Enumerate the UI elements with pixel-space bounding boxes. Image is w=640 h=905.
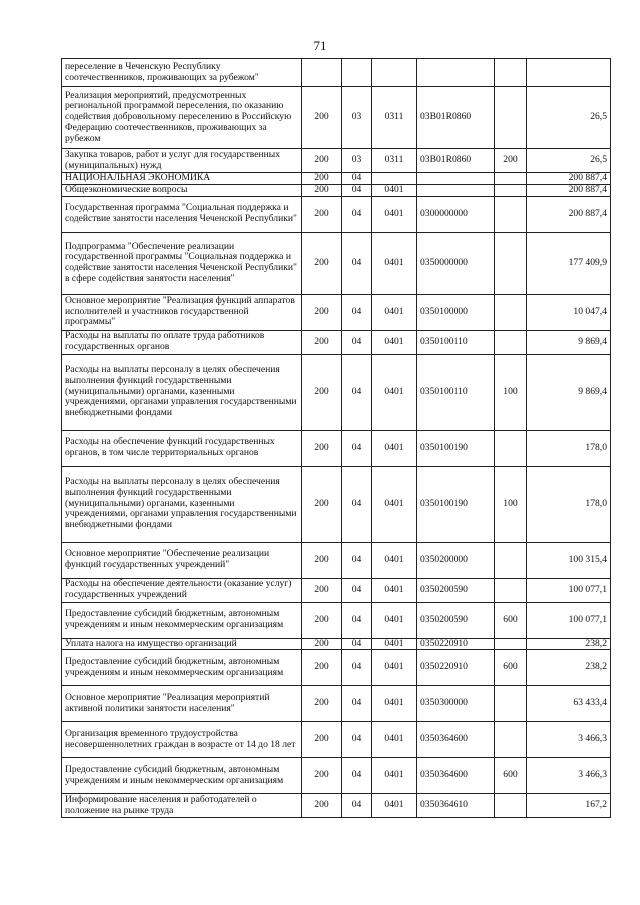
cell-amount: 100 315,4 [527,542,611,578]
cell-amount: 178,0 [527,466,611,542]
cell-expense-type [495,87,527,149]
cell-subsection: 04 [342,354,372,430]
cell-name: Предоставление субсидий бюджетным, автономным учреждениям и иным некоммерческим организациям [62,650,302,686]
cell-paragraph: 0401 [372,542,417,578]
table-row [62,149,611,173]
cell-name: Основное мероприятие "Реализация функций аппаратов исполнителей и участников государственной программы" [62,294,302,330]
cell-subsection: 04 [342,722,372,758]
table-row [62,354,611,430]
cell-target-code: 0300000000 [417,196,495,232]
table-row [62,173,611,185]
cell-paragraph: 0401 [372,430,417,466]
cell-section: 200 [302,87,342,149]
cell-amount: 178,0 [527,430,611,466]
cell-amount: 10 047,4 [527,294,611,330]
table-row [62,578,611,602]
cell-name: НАЦИОНАЛЬНАЯ ЭКОНОМИКА [62,173,302,185]
cell-amount: 200 887,4 [527,173,611,185]
budget-table-body [62,59,611,818]
table-row [62,650,611,686]
cell-expense-type: 100 [495,354,527,430]
cell-target-code: 0350100190 [417,466,495,542]
table-row [62,59,611,87]
cell-name: Государственная программа "Социальная поддержка и содействие занятости населения Чеченской Республики" [62,196,302,232]
cell-paragraph [372,173,417,185]
cell-paragraph: 0401 [372,184,417,196]
cell-subsection: 04 [342,196,372,232]
cell-subsection: 04 [342,330,372,354]
cell-section [302,59,342,87]
cell-paragraph: 0401 [372,758,417,794]
cell-expense-type: 600 [495,602,527,638]
cell-name: Основное мероприятие "Реализация мероприятий активной политики занятости населения" [62,686,302,722]
cell-expense-type [495,542,527,578]
cell-name: Предоставление субсидий бюджетным, автономным учреждениям и иным некоммерческим организациям [62,758,302,794]
cell-section: 200 [302,794,342,818]
table-row [62,602,611,638]
budget-table [61,58,611,818]
cell-section: 200 [302,722,342,758]
cell-target-code: 03B01R0860 [417,87,495,149]
cell-section: 200 [302,578,342,602]
cell-paragraph: 0401 [372,722,417,758]
cell-target-code: 0350100110 [417,330,495,354]
cell-target-code [417,59,495,87]
cell-amount: 3 466,3 [527,758,611,794]
table-row [62,294,611,330]
cell-expense-type [495,294,527,330]
cell-paragraph [372,59,417,87]
cell-subsection: 04 [342,430,372,466]
cell-name: Расходы на выплаты персоналу в целях обеспечения выполнения функций государственными (муниципальными) органами, казенными учреждениями, органами управления государственными внебюджетными фондами [62,354,302,430]
cell-section: 200 [302,686,342,722]
cell-amount: 200 887,4 [527,196,611,232]
cell-expense-type [495,686,527,722]
cell-subsection: 04 [342,294,372,330]
cell-section: 200 [302,466,342,542]
cell-amount: 9 869,4 [527,330,611,354]
cell-expense-type: 200 [495,149,527,173]
cell-subsection: 04 [342,650,372,686]
cell-subsection: 03 [342,87,372,149]
cell-expense-type: 100 [495,466,527,542]
table-row [62,330,611,354]
cell-target-code: 0350100000 [417,294,495,330]
cell-subsection: 04 [342,173,372,185]
cell-target-code: 0350000000 [417,232,495,294]
cell-expense-type [495,232,527,294]
cell-paragraph: 0401 [372,650,417,686]
cell-target-code: 0350100110 [417,354,495,430]
cell-amount: 177 409,9 [527,232,611,294]
cell-paragraph: 0401 [372,686,417,722]
cell-section: 200 [302,430,342,466]
cell-expense-type: 600 [495,758,527,794]
cell-target-code: 0350200590 [417,602,495,638]
cell-name: Общеэкономические вопросы [62,184,302,196]
cell-amount: 238,2 [527,650,611,686]
cell-subsection: 04 [342,758,372,794]
cell-name: Основное мероприятие "Обеспечение реализации функций государственных учреждений" [62,542,302,578]
cell-name: Расходы на обеспечение функций государственных органов, в том числе территориальных органов [62,430,302,466]
cell-target-code: 0350364600 [417,722,495,758]
cell-section: 200 [302,173,342,185]
cell-paragraph: 0401 [372,294,417,330]
cell-paragraph: 0401 [372,466,417,542]
page-number: 71 [313,38,327,53]
cell-section: 200 [302,196,342,232]
cell-target-code: 0350300000 [417,686,495,722]
cell-amount: 26,5 [527,87,611,149]
cell-expense-type: 600 [495,650,527,686]
cell-name: Расходы на выплаты по оплате труда работников государственных органов [62,330,302,354]
cell-expense-type [495,794,527,818]
cell-expense-type [495,638,527,650]
table-row [62,758,611,794]
cell-amount: 63 433,4 [527,686,611,722]
table-row [62,430,611,466]
cell-section: 200 [302,542,342,578]
cell-amount: 100 077,1 [527,578,611,602]
cell-expense-type [495,578,527,602]
cell-expense-type [495,196,527,232]
cell-amount: 200 887,4 [527,184,611,196]
cell-amount: 167,2 [527,794,611,818]
cell-section: 200 [302,354,342,430]
cell-paragraph: 0401 [372,196,417,232]
cell-subsection: 04 [342,232,372,294]
cell-section: 200 [302,330,342,354]
cell-target-code [417,173,495,185]
cell-expense-type [495,59,527,87]
cell-target-code: 03B01R0860 [417,149,495,173]
cell-expense-type [495,722,527,758]
table-row [62,196,611,232]
table-row [62,232,611,294]
cell-paragraph: 0401 [372,638,417,650]
cell-expense-type [495,430,527,466]
table-row [62,466,611,542]
cell-section: 200 [302,758,342,794]
cell-section: 200 [302,184,342,196]
cell-paragraph: 0401 [372,578,417,602]
cell-subsection: 04 [342,686,372,722]
cell-section: 200 [302,232,342,294]
cell-amount [527,59,611,87]
table-row [62,722,611,758]
cell-name: Организация временного трудоустройства несовершеннолетних граждан в возрасте от 14 до 18 лет [62,722,302,758]
cell-section: 200 [302,149,342,173]
cell-subsection: 04 [342,578,372,602]
table-row [62,184,611,196]
cell-name: Расходы на обеспечение деятельности (оказание услуг) государственных учреждений [62,578,302,602]
table-row [62,638,611,650]
cell-amount: 3 466,3 [527,722,611,758]
cell-target-code: 0350200000 [417,542,495,578]
cell-name: переселение в Чеченскую Республику соотечественников, проживающих за рубежом" [62,59,302,87]
cell-subsection [342,59,372,87]
cell-amount: 238,2 [527,638,611,650]
cell-amount: 100 077,1 [527,602,611,638]
cell-subsection: 04 [342,638,372,650]
cell-name: Расходы на выплаты персоналу в целях обеспечения выполнения функций государственными (муниципальными) органами, казенными учреждениями, органами управления государственными внебюджетными фондами [62,466,302,542]
cell-subsection: 04 [342,466,372,542]
cell-subsection: 04 [342,794,372,818]
cell-paragraph: 0401 [372,354,417,430]
table-row [62,794,611,818]
cell-target-code [417,184,495,196]
table-row [62,87,611,149]
cell-paragraph: 0401 [372,330,417,354]
cell-name: Уплата налога на имущество организаций [62,638,302,650]
cell-expense-type [495,184,527,196]
cell-name: Предоставление субсидий бюджетным, автономным учреждениям и иным некоммерческим организациям [62,602,302,638]
cell-section: 200 [302,650,342,686]
cell-target-code: 0350364610 [417,794,495,818]
cell-target-code: 0350220910 [417,650,495,686]
cell-name: Закупка товаров, работ и услуг для государственных (муниципальных) нужд [62,149,302,173]
cell-target-code: 0350220910 [417,638,495,650]
cell-name: Подпрограмма "Обеспечение реализации государственной программы "Социальная поддержка и содействие занятости населения Чеченской Республики" в сфере содействия занятости населения" [62,232,302,294]
cell-target-code: 0350100190 [417,430,495,466]
cell-target-code: 0350364600 [417,758,495,794]
cell-paragraph: 0311 [372,87,417,149]
cell-subsection: 04 [342,542,372,578]
cell-subsection: 04 [342,184,372,196]
table-row [62,542,611,578]
cell-name: Реализация мероприятий, предусмотренных региональной программой переселения, по оказанию содействия добровольному переселению в Российскую Федерацию соотечественников, проживающих за рубежом [62,87,302,149]
cell-amount: 26,5 [527,149,611,173]
cell-subsection: 04 [342,602,372,638]
cell-expense-type [495,330,527,354]
cell-amount: 9 869,4 [527,354,611,430]
cell-target-code: 0350200590 [417,578,495,602]
table-row [62,686,611,722]
cell-expense-type [495,173,527,185]
cell-paragraph: 0311 [372,149,417,173]
cell-section: 200 [302,638,342,650]
cell-paragraph: 0401 [372,794,417,818]
cell-section: 200 [302,602,342,638]
cell-name: Информирование населения и работодателей о положение на рынке труда [62,794,302,818]
cell-section: 200 [302,294,342,330]
cell-subsection: 03 [342,149,372,173]
cell-paragraph: 0401 [372,232,417,294]
cell-paragraph: 0401 [372,602,417,638]
